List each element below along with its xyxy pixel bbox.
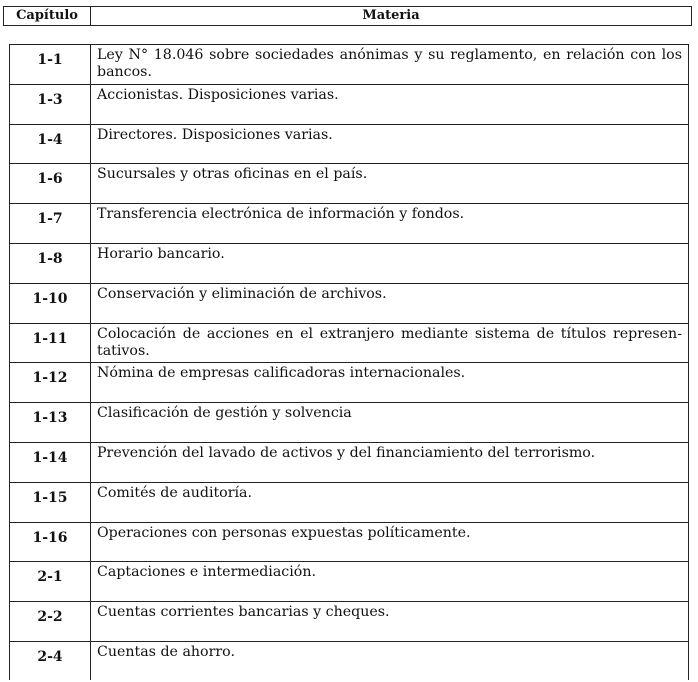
table-row [10, 324, 688, 364]
chapter-subject: Sucursales y otras oficinas en el país. [97, 166, 368, 183]
chapter-number: 1-16 [10, 523, 91, 562]
table-row [10, 403, 688, 443]
chapter-number: 1-4 [10, 125, 91, 164]
chapter-subject: Colocación de acciones en el extranjero mediante sistema de títulos represen-tativos. [97, 325, 682, 359]
chapter-subject: Directores. Disposiciones varias. [97, 126, 333, 143]
chapter-subject: Ley N° 18.046 sobre sociedades anónimas y su reglamento, en relación con los bancos. [97, 47, 682, 80]
chapter-subject: Horario bancario. [97, 245, 225, 262]
chapter-subject: Conservación y eliminación de archivos. [97, 285, 387, 302]
chapter-subject: Accionistas. Disposiciones varias. [97, 86, 339, 103]
chapter-subject: Captaciones e intermediación. [97, 564, 316, 581]
table-header [3, 6, 692, 26]
table-row [10, 523, 688, 563]
chapter-number: 2-1 [10, 562, 91, 601]
table-row [10, 284, 688, 324]
chapter-subject: Transferencia electrónica de información y fondos. [97, 206, 465, 223]
header-capitulo: Capítulo [4, 7, 91, 25]
chapter-subject: Cuentas de ahorro. [97, 643, 235, 660]
table-row [10, 164, 688, 204]
chapters-table [9, 44, 689, 680]
chapter-number: 1-13 [10, 403, 91, 442]
table-row [10, 642, 688, 680]
chapter-subject: Comités de auditoría. [97, 484, 253, 501]
chapter-number: 1-12 [10, 363, 91, 402]
table-row [10, 602, 688, 642]
chapter-subject: Prevención del lavado de activos y del financiamiento del terrorismo. [97, 444, 596, 461]
table-row [10, 85, 688, 125]
table-row [10, 125, 688, 165]
chapter-subject: Cuentas corrientes bancarias y cheques. [97, 604, 390, 621]
table-row [10, 562, 688, 602]
chapter-number: 1-15 [10, 483, 91, 522]
chapter-subject: Nómina de empresas calificadoras internacionales. [97, 365, 466, 382]
table-row [10, 363, 688, 403]
table-row [10, 45, 688, 85]
chapter-number: 1-3 [10, 85, 91, 124]
chapter-number: 1-14 [10, 443, 91, 482]
chapter-number: 1-6 [10, 164, 91, 203]
chapter-number: 1-10 [10, 284, 91, 323]
table-row [10, 204, 688, 244]
chapter-number: 1-8 [10, 244, 91, 283]
chapter-number: 2-4 [10, 642, 91, 680]
table-row [10, 244, 688, 284]
chapter-number: 2-2 [10, 602, 91, 641]
table-row [10, 483, 688, 523]
chapter-number: 1-11 [10, 324, 91, 363]
chapter-subject: Operaciones con personas expuestas políticamente. [97, 524, 471, 541]
chapter-number: 1-1 [10, 45, 91, 84]
table-row [10, 443, 688, 483]
chapter-number: 1-7 [10, 204, 91, 243]
chapter-subject: Clasificación de gestión y solvencia [97, 405, 352, 422]
header-materia: Materia [362, 8, 420, 23]
